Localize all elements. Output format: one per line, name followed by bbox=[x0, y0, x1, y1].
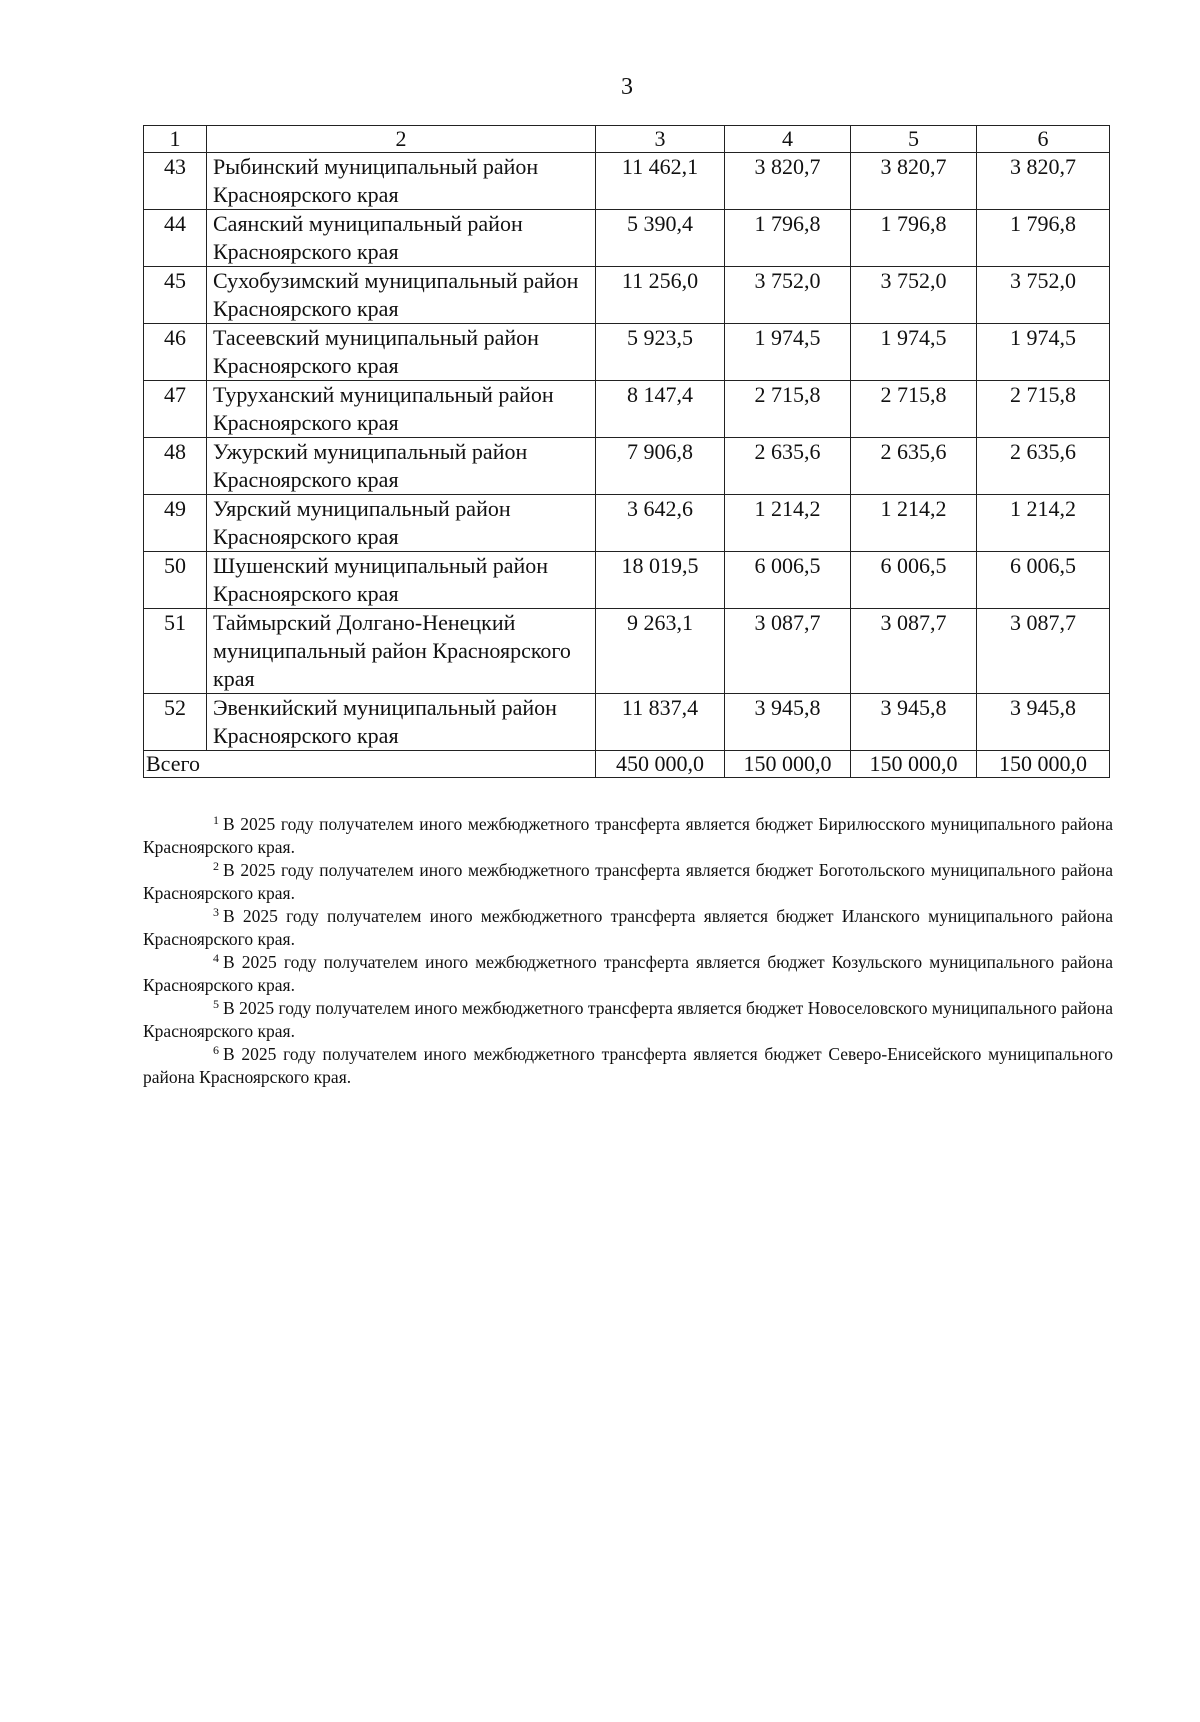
total-value-c5: 150 000,0 bbox=[851, 751, 977, 778]
footnote bbox=[143, 951, 1113, 997]
footnote-text: В 2025 году получателем иного межбюджетного трансферта является бюджет Новоселовского муниципального района Красноярского края. bbox=[143, 998, 1113, 1041]
value-cell-col6: 1 974,5 bbox=[977, 324, 1110, 381]
value-cell-col3: 11 837,4 bbox=[596, 694, 725, 751]
footnote-mark: 6 bbox=[213, 1043, 219, 1057]
value-cell-col4: 2 635,6 bbox=[725, 438, 851, 495]
value-cell-col6: 1 796,8 bbox=[977, 210, 1110, 267]
municipality-name-cell: Туруханский муниципальный район Красноярского края bbox=[207, 381, 596, 438]
municipality-name-cell: Рыбинский муниципальный район Красноярского края bbox=[207, 153, 596, 210]
total-value-c6: 150 000,0 bbox=[977, 751, 1110, 778]
value-cell-col5: 1 974,5 bbox=[851, 324, 977, 381]
municipality-name-cell: Уярский муниципальный район Красноярского края bbox=[207, 495, 596, 552]
footnote bbox=[143, 813, 1113, 859]
value-cell-col5: 1 796,8 bbox=[851, 210, 977, 267]
row-number-cell: 50 bbox=[144, 552, 207, 609]
municipality-name-cell: Ужурский муниципальный район Красноярского края bbox=[207, 438, 596, 495]
total-row bbox=[144, 751, 1110, 778]
table-row bbox=[144, 552, 1110, 609]
value-cell-col3: 5 390,4 bbox=[596, 210, 725, 267]
value-cell-col5: 1 214,2 bbox=[851, 495, 977, 552]
table-row bbox=[144, 267, 1110, 324]
row-number-cell: 48 bbox=[144, 438, 207, 495]
value-cell-col5: 2 635,6 bbox=[851, 438, 977, 495]
footnote-mark: 2 bbox=[213, 859, 219, 873]
table-row bbox=[144, 495, 1110, 552]
municipality-name-cell: Сухобузимский муниципальный район Красноярского края bbox=[207, 267, 596, 324]
row-number-cell: 51 bbox=[144, 609, 207, 694]
footnote bbox=[143, 905, 1113, 951]
table-row bbox=[144, 609, 1110, 694]
value-cell-col5: 2 715,8 bbox=[851, 381, 977, 438]
footnote-mark: 1 bbox=[213, 813, 219, 827]
municipality-name-cell: Эвенкийский муниципальный район Красноярского края bbox=[207, 694, 596, 751]
municipality-name-cell: Тасеевский муниципальный район Красноярского края bbox=[207, 324, 596, 381]
footnote-text: В 2025 году получателем иного межбюджетного трансферта является бюджет Иланского муниципального района Красноярского края. bbox=[143, 906, 1113, 949]
value-cell-col3: 5 923,5 bbox=[596, 324, 725, 381]
row-number-cell: 44 bbox=[144, 210, 207, 267]
table-header-row bbox=[144, 126, 1110, 153]
value-cell-col4: 1 974,5 bbox=[725, 324, 851, 381]
table-row bbox=[144, 153, 1110, 210]
table-row bbox=[144, 210, 1110, 267]
value-cell-col5: 3 945,8 bbox=[851, 694, 977, 751]
municipality-name-cell: Таймырский Долгано-Ненецкий муниципальный район Красноярского края bbox=[207, 609, 596, 694]
value-cell-col3: 11 256,0 bbox=[596, 267, 725, 324]
footnote-text: В 2025 году получателем иного межбюджетного трансферта является бюджет Козульского муниципального района Красноярского края. bbox=[143, 952, 1113, 995]
value-cell-col3: 8 147,4 bbox=[596, 381, 725, 438]
header-cell: 5 bbox=[851, 126, 977, 153]
row-number-cell: 52 bbox=[144, 694, 207, 751]
table-row bbox=[144, 324, 1110, 381]
value-cell-col4: 1 214,2 bbox=[725, 495, 851, 552]
footnote-text: В 2025 году получателем иного межбюджетного трансферта является бюджет Бирилюсского муниципального района Красноярского края. bbox=[143, 814, 1113, 857]
footnote bbox=[143, 997, 1113, 1043]
value-cell-col6: 3 820,7 bbox=[977, 153, 1110, 210]
footnotes bbox=[143, 813, 1113, 1089]
total-value-c4: 150 000,0 bbox=[725, 751, 851, 778]
value-cell-col4: 3 945,8 bbox=[725, 694, 851, 751]
footnote-mark: 4 bbox=[213, 951, 219, 965]
row-number-cell: 45 bbox=[144, 267, 207, 324]
value-cell-col3: 11 462,1 bbox=[596, 153, 725, 210]
value-cell-col4: 3 820,7 bbox=[725, 153, 851, 210]
value-cell-col4: 3 087,7 bbox=[725, 609, 851, 694]
value-cell-col3: 7 906,8 bbox=[596, 438, 725, 495]
municipality-name-cell: Шушенский муниципальный район Красноярского края bbox=[207, 552, 596, 609]
value-cell-col6: 2 715,8 bbox=[977, 381, 1110, 438]
value-cell-col5: 3 820,7 bbox=[851, 153, 977, 210]
value-cell-col3: 18 019,5 bbox=[596, 552, 725, 609]
footnote-text: В 2025 году получателем иного межбюджетного трансферта является бюджет Боготольского муниципального района Красноярского края. bbox=[143, 860, 1113, 903]
footnote-text: В 2025 году получателем иного межбюджетного трансферта является бюджет Северо-Енисейского муниципального района Красноярского края. bbox=[143, 1044, 1113, 1087]
row-number-cell: 46 bbox=[144, 324, 207, 381]
value-cell-col6: 6 006,5 bbox=[977, 552, 1110, 609]
value-cell-col4: 2 715,8 bbox=[725, 381, 851, 438]
value-cell-col6: 2 635,6 bbox=[977, 438, 1110, 495]
header-cell: 1 bbox=[144, 126, 207, 153]
value-cell-col6: 3 087,7 bbox=[977, 609, 1110, 694]
value-cell-col5: 6 006,5 bbox=[851, 552, 977, 609]
value-cell-col4: 3 752,0 bbox=[725, 267, 851, 324]
value-cell-col5: 3 087,7 bbox=[851, 609, 977, 694]
value-cell-col6: 3 752,0 bbox=[977, 267, 1110, 324]
header-cell: 4 bbox=[725, 126, 851, 153]
total-value-c3: 450 000,0 bbox=[596, 751, 725, 778]
row-number-cell: 43 bbox=[144, 153, 207, 210]
table-row bbox=[144, 694, 1110, 751]
table-row bbox=[144, 381, 1110, 438]
value-cell-col5: 3 752,0 bbox=[851, 267, 977, 324]
value-cell-col4: 1 796,8 bbox=[725, 210, 851, 267]
table-row bbox=[144, 438, 1110, 495]
value-cell-col3: 9 263,1 bbox=[596, 609, 725, 694]
transfer-table bbox=[143, 125, 1110, 778]
total-label: Всего bbox=[144, 751, 596, 778]
page-number: 3 bbox=[621, 74, 633, 100]
header-cell: 2 bbox=[207, 126, 596, 153]
footnote bbox=[143, 1043, 1113, 1089]
header-cell: 3 bbox=[596, 126, 725, 153]
header-cell: 6 bbox=[977, 126, 1110, 153]
municipality-name-cell: Саянский муниципальный район Красноярского края bbox=[207, 210, 596, 267]
footnote-mark: 5 bbox=[213, 997, 219, 1011]
row-number-cell: 47 bbox=[144, 381, 207, 438]
footnote bbox=[143, 859, 1113, 905]
value-cell-col6: 1 214,2 bbox=[977, 495, 1110, 552]
value-cell-col3: 3 642,6 bbox=[596, 495, 725, 552]
value-cell-col6: 3 945,8 bbox=[977, 694, 1110, 751]
row-number-cell: 49 bbox=[144, 495, 207, 552]
value-cell-col4: 6 006,5 bbox=[725, 552, 851, 609]
footnote-mark: 3 bbox=[213, 905, 219, 919]
